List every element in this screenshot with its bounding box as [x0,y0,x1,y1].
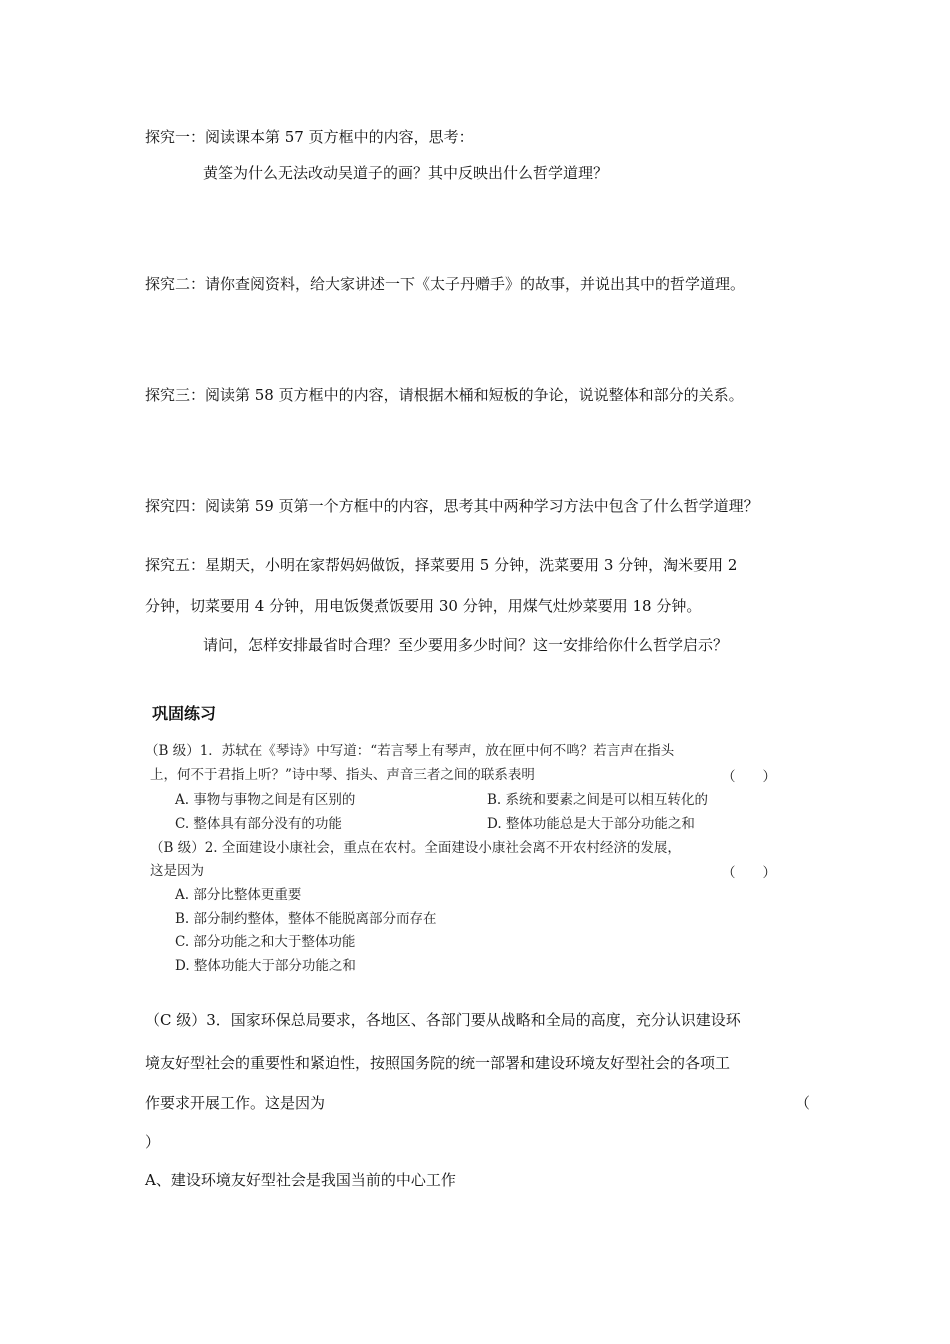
inquiry-4: 探究四：阅读第 59 页第一个方框中的内容，思考其中两种学习方法中包含了什么哲学道理？ [145,497,759,515]
practice-q3-paren-close: ） [145,1133,161,1151]
inquiry-1-question: 黄筌为什么无法改动吴道子的画？其中反映出什么哲学道理？ [203,164,609,182]
practice-q3-line-3: 作要求开展工作。这是因为 [145,1094,326,1112]
practice-q1-line-1: （B 级）1．苏轼在《琴诗》中写道：“若言琴上有琴声，放在匣中何不鸣？若言声在指头 [145,743,675,759]
practice-heading: 巩固练习 [152,704,217,723]
practice-q1-option-d: D. 整体功能总是大于部分功能之和 [487,816,695,832]
practice-q3-option-a: A、建设环境友好型社会是我国当前的中心工作 [145,1171,456,1189]
practice-q3-paren-open: （ [795,1094,811,1112]
practice-q1-option-a: A. 事物与事物之间是有区别的 [175,792,356,808]
practice-q1-option-b: B. 系统和要素之间是可以相互转化的 [487,792,709,808]
practice-q2-line-2: 这是因为 [150,863,204,879]
practice-q1-option-c: C. 整体具有部分没有的功能 [175,816,342,832]
inquiry-5-line-1: 探究五：星期天，小明在家帮妈妈做饭，择菜要用 5 分钟，洗菜要用 3 分钟，淘米要用 2 [145,556,738,574]
practice-q2-option-c: C. 部分功能之和大于整体功能 [175,934,356,950]
inquiry-1-prompt: 探究一：阅读课本第 57 页方框中的内容，思考： [145,128,474,146]
inquiry-5-question: 请问，怎样安排最省时合理？至少要用多少时间？这一安排给你什么哲学启示？ [203,636,729,654]
practice-q3-line-2: 境友好型社会的重要性和紧迫性，按照国务院的统一部署和建设环境友好型社会的各项工 [145,1054,731,1072]
practice-q2-line-1: （B 级）2. 全面建设小康社会，重点在农村。全面建设小康社会离不开农村经济的发展， [150,840,681,856]
practice-q1-line-2: 上，何不于君指上听？”诗中琴、指头、声音三者之间的联系表明 [150,767,535,783]
practice-q3-line-1: （C 级）3．国家环保总局要求，各地区、各部门要从战略和全局的高度，充分认识建设环 [145,1011,741,1029]
inquiry-2: 探究二：请你查阅资料，给大家讲述一下《太子丹赠手》的故事，并说出其中的哲学道理。 [145,275,746,293]
practice-q2-answer-blank: （ ） [722,865,776,881]
practice-q2-option-d: D. 整体功能大于部分功能之和 [175,958,356,974]
practice-q1-answer-blank: （ ） [722,769,776,785]
practice-q2-option-a: A. 部分比整体更重要 [175,887,302,903]
practice-q2-option-b: B. 部分制约整体，整体不能脱离部分而存在 [175,911,437,927]
inquiry-5-line-2: 分钟，切菜要用 4 分钟，用电饭煲煮饭要用 30 分钟，用煤气灶炒菜要用 18 分钟。 [145,597,702,615]
inquiry-3: 探究三：阅读第 58 页方框中的内容，请根据木桶和短板的争论，说说整体和部分的关系。 [145,386,744,404]
